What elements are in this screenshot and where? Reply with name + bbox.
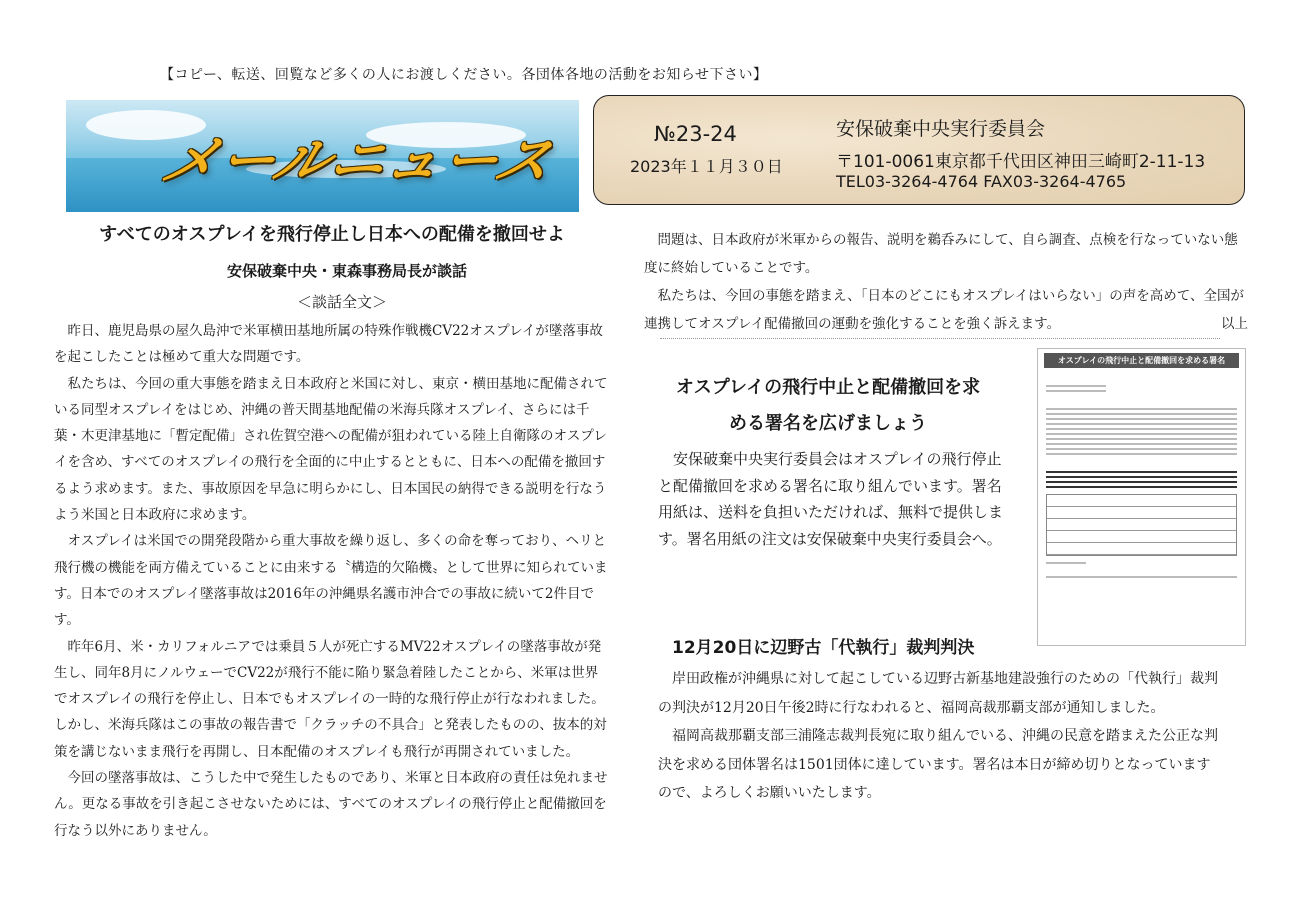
signature-article-body (658, 446, 1006, 552)
issue-date: 2023年１１月３０日 (630, 157, 783, 176)
paragraph: オスプレイは米国での開発段階から重大事故を繰り返し、多くの命を奪っており、ヘリと飛行機の機能を両方備えていることに由来する〝構造的欠陥機〟として世界に知られています。日本でのオスプレイ墜落事故は2016年の沖縄県名護市沖合での事故に続いて2件目です。 (54, 533, 608, 629)
form-line (1046, 428, 1237, 430)
article-body (644, 226, 1248, 338)
signature-form-image (1037, 348, 1246, 646)
organization-tel-fax: TEL03-3264-4764 FAX03-3264-4765 (836, 172, 1127, 191)
paragraph: 昨年6月、米・カリフォルニアでは乗員５人が死亡するMV22オスプレイの墜落事故が発生し、同年8月にノルウェーでCV22が飛行不能に陥り緊急着陸したことから、米軍は世界でオスプレイの飛行を停止し、日本でもオスプレイの一時的な飛行停止が行なわれました。しかし、米海兵隊はこの事故の報告書で「クラッチの不具合」と発表したものの、抜本的対策を講じないまま飛行を再開し、日本配備のオスプレイも飛行が再開されていました。 (54, 638, 607, 760)
form-line (1046, 423, 1237, 425)
form-signature-grid (1046, 494, 1237, 556)
form-line (1046, 476, 1237, 478)
organization-name: 安保破棄中央実行委員会 (836, 118, 1046, 140)
article-label: ＜談話全文＞ (296, 293, 387, 311)
paragraph: 昨日、鹿児島県の屋久島沖で米軍横田基地所属の特殊作戦機CV22オスプレイが墜落事故を起こしたことは極めて重大な問題です。 (54, 323, 603, 366)
form-line (1046, 562, 1086, 564)
form-line (1046, 390, 1106, 392)
form-line (1046, 486, 1237, 488)
issue-number: №23-24 (654, 122, 737, 146)
section-divider (660, 338, 1220, 339)
title-line: める署名を広げましょう (729, 413, 927, 434)
paragraph: 今回の墜落事故は、こうした中で発生したものであり、米軍と日本政府の責任は免れません。更なる事故を引き起こさせないためには、すべてのオスプレイの飛行停止と配備撤回を行なう以外にありません。 (54, 770, 608, 839)
paragraph (644, 282, 1248, 338)
masthead-box (593, 95, 1245, 205)
paragraph: 安保破棄中央実行委員会はオスプレイの飛行停止と配備撤回を求める署名に取り組んでいます。署名用紙は、送料を負担いただければ、無料で提供します。署名用紙の注文は安保破棄中央実行委員会へ。 (658, 450, 1004, 548)
closing-mark: 以上 (1221, 316, 1248, 332)
form-line (1046, 448, 1237, 450)
title-line: オスプレイの飛行中止と配備撤回を求 (675, 377, 981, 398)
henoko-article-body (658, 665, 1218, 808)
form-line (1046, 385, 1106, 387)
form-line (1046, 481, 1237, 483)
form-line (1046, 418, 1237, 420)
form-line (1046, 413, 1237, 415)
mail-news-logo (66, 100, 579, 212)
signature-article-title (658, 370, 998, 442)
paragraph-text: 私たちは、今回の事態を踏まえ、「日本のどこにもオスプレイはいらない」の声を高めて、全国が連携してオスプレイ配備撤回の運動を強化することを強く訴えます。 (644, 288, 1244, 332)
form-line (1046, 453, 1237, 455)
logo-title: メールニュース (154, 129, 564, 192)
article-osprey-statement-continued (644, 220, 1248, 338)
article-subtitle: 安保破棄中央・東森事務局長が談話 (226, 262, 467, 280)
henoko-article-title: 12月20日に辺野古「代執行」裁判判決 (672, 638, 975, 658)
form-line (1046, 438, 1237, 440)
article-body (54, 318, 610, 844)
paragraph: 私たちは、今回の重大事態を踏まえ日本政府と米国に対し、東京・横田基地に配備されている同型オスプレイをはじめ、沖縄の普天間基地配備の米海兵隊オスプレイ、さらには千葉・木更津基地に「暫定配備」され佐賀空港への配備が狙われている陸上自衛隊のオスプレイを含め、すべてのオスプレイの飛行を全面的に中止するとともに、日本への配備を撤回するよう求めます。また、事故原因を早急に明らかにし、日本国民の納得できる説明を行なうよう米国と日本政府に求めます。 (54, 375, 608, 524)
article-title: すべてのオスプレイを飛行停止し日本への配備を撤回せよ (99, 224, 565, 245)
form-line (1046, 433, 1237, 435)
notice-banner: 【コピー、転送、回覧など多くの人にお渡しください。各団体各地の活動をお知らせ下さい】 (160, 67, 768, 83)
form-line (1046, 576, 1237, 578)
organization-address: 〒101-0061東京都千代田区神田三崎町2-11-13 (836, 152, 1206, 172)
form-line (1046, 471, 1237, 473)
form-line (1046, 408, 1237, 410)
paragraph: 岸田政権が沖縄県に対して起こしている辺野古新基地建設強行のための「代執行」裁判の判決が12月20日午後2時に行なわれると、福岡高裁那覇支部が通知しました。 (658, 671, 1218, 716)
form-header: オスプレイの飛行中止と配備撤回を求める署名 (1044, 353, 1239, 368)
form-line (1046, 443, 1237, 445)
paragraph: 問題は、日本政府が米軍からの報告、説明を鵜呑みにして、自ら調査、点検を行なっていない態度に終始していることです。 (644, 232, 1238, 276)
article-osprey-statement (54, 214, 610, 844)
paragraph: 福岡高裁那覇支部三浦隆志裁判長宛に取り組んでいる、沖縄の民意を踏まえた公正な判決を求める団体署名は1501団体に達しています。署名は本日が締め切りとなっていますので、よろしくお願いいたします。 (658, 728, 1218, 801)
